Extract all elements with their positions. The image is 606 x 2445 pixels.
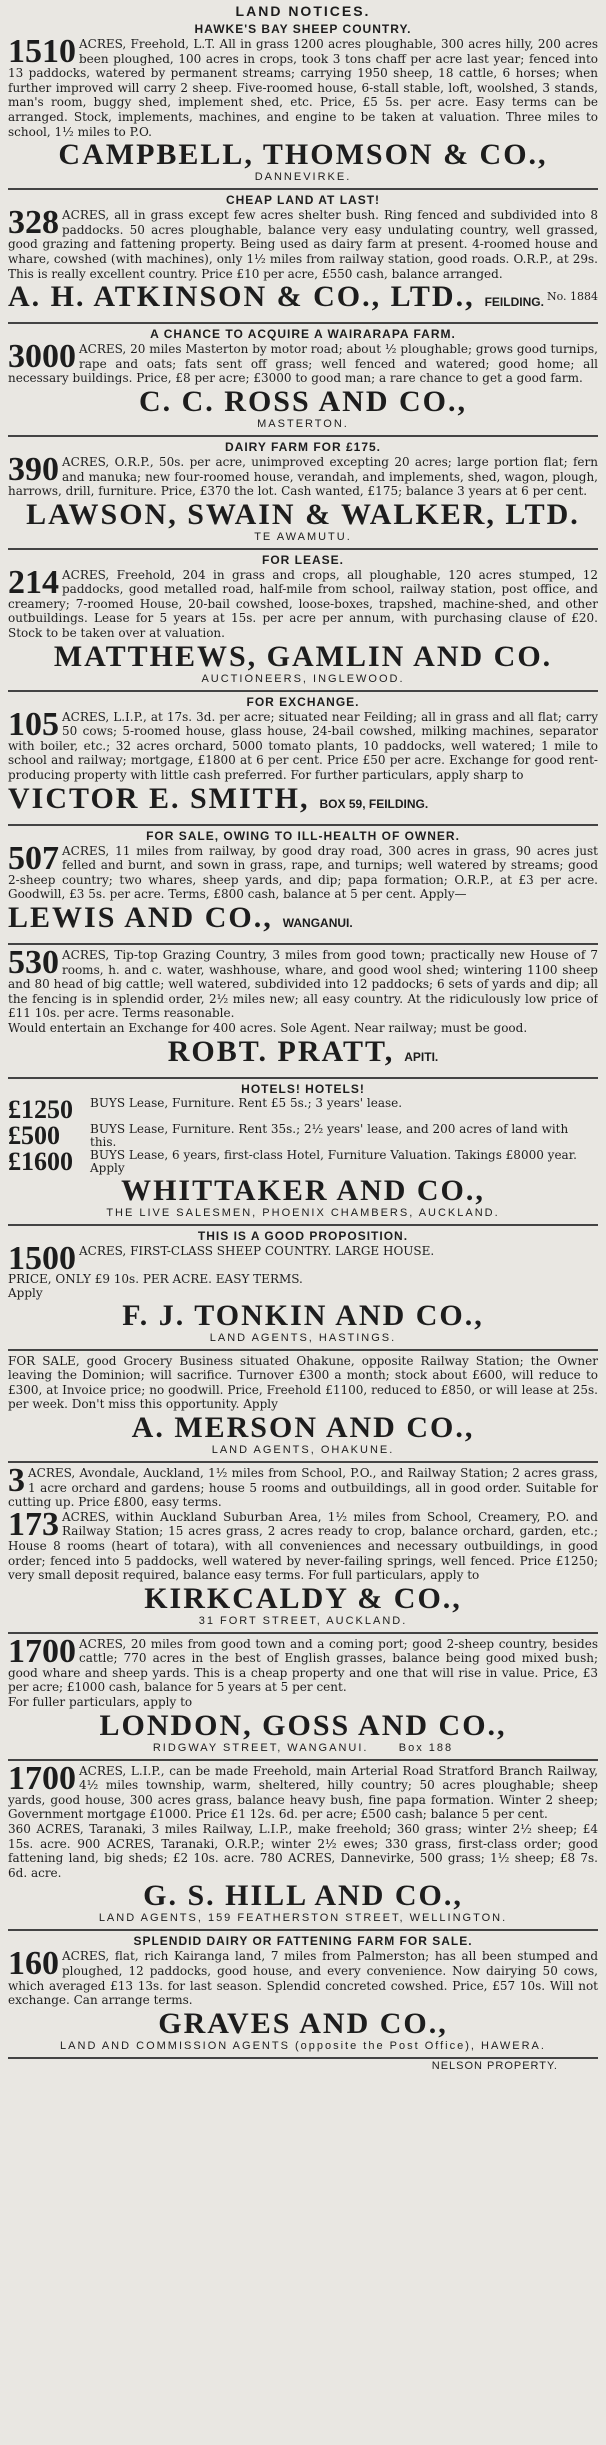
listing-text: ACRES, 20 miles from good town and a coming port; good 2-sheep country, besides cattle; 770 acres in the best of English grasses, balance being good mixed bush; good whare and sheep yards. This is a cheap property and one that will rise in value. Price, £3 per acre; £1000 cash, balance for 5 years at 5 per cent. (8, 1636, 598, 1695)
listing-body (8, 208, 598, 281)
hotel-offer (8, 1094, 598, 1124)
agent-location: BOX 59, FEILDING. (319, 796, 429, 811)
listing-hawkes-bay (8, 19, 598, 190)
listing-body (8, 568, 598, 641)
listing-text: FOR SALE, good Grocery Business situated Ohakune, opposite Railway Station; the Owner leaving the Dominion; will sacrifice. Turnover £300 a month; stock about £600, will reduce to £300, at Invoice price; no goodwill. Price, Freehold £1100, reduced to £850, or will lease at 25s. per week. Don't miss this opportunity. Apply (8, 1353, 598, 1412)
listing-ill-health (8, 826, 598, 945)
listing-body (8, 1244, 598, 1272)
listing-body (8, 1466, 598, 1510)
listing-heading: A CHANCE TO ACQUIRE A WAIRARAPA FARM. (150, 327, 456, 342)
listing-text: ACRES, Avondale, Auckland, 1½ miles from School, P.O., and Railway Station; 2 acres grass, 1 acre orchard and gardens; house 5 rooms and outbuildings, all in good order. Suitable for cutting up. Price £800, easy terms. (8, 1465, 598, 1510)
listing-body (8, 1637, 598, 1695)
hotel-text: BUYS Lease, Furniture. Rent 35s.; 2½ years' lease, and 200 acres of land with this. (90, 1121, 569, 1149)
listing-heading: THIS IS A GOOD PROPOSITION. (197, 1228, 409, 1243)
agent-location: 31 FORT STREET, AUCKLAND. (198, 1614, 408, 1627)
hotel-text: BUYS Lease, 6 years, first-class Hotel, Furniture Valuation. Takings £8000 year. Apply (90, 1147, 577, 1175)
acreage-number: 530 (8, 948, 59, 981)
acreage-number: 1500 (8, 1243, 76, 1272)
listing-splendid-dairy (8, 1931, 598, 2058)
listing-avondale (8, 1463, 598, 1634)
agent-location: FEILDING. (484, 295, 544, 310)
listing-body (8, 1510, 598, 1583)
hotel-offer (8, 1146, 598, 1176)
listing-grocery-business (8, 1351, 598, 1463)
agent-name: A. H. ATKINSON & CO., LTD., (8, 281, 475, 314)
listing-text: ACRES, L.I.P., can be made Freehold, main Arterial Road Stratford Branch Railway, 4½ miles township, warm, sheltered, hilly country; 50 acres ploughable; sheep yards, good house, 300 acres grass, balance heavy bush, fine papa formation. Winter 2 sheep; Government mortgage £1000. Price £1 12s. 6d. per acre; £500 cash; balance 5 per cent. (8, 1763, 598, 1822)
agent-line (8, 902, 598, 939)
acreage-number: 3000 (8, 342, 76, 376)
agent-location: MASTERTON. (257, 417, 349, 430)
agent-name: ROBT. PRATT, (167, 1035, 395, 1068)
agent-name: MATTHEWS, GAMLIN AND CO. (53, 640, 553, 673)
acreage-number: 390 (8, 454, 59, 488)
agent-name: C. C. ROSS AND CO., (138, 385, 468, 418)
listing-text-extra: 360 ACRES, Taranaki, 3 miles Railway, L.I.P., make freehold; 360 grass; winter 2½ sheep; £4 15s. acre. 900 ACRES, Taranaki, O.R.P.; winter 2½ ewes; 330 grass, first-class order; good fattening land, big sheds; £2 10s. acre. 780 ACRES, Dannevirke, 500 grass; 1½ sheep; £8 7s. 6d. acre. (8, 1822, 598, 1880)
agent-name: LEWIS AND CO., (8, 902, 273, 934)
listing-good-proposition (8, 1226, 598, 1351)
acreage-number: 3 (8, 1465, 25, 1499)
listing-heading: CHEAP LAND AT LAST! (225, 193, 381, 208)
listing-heading: HAWKE'S BAY SHEEP COUNTRY. (194, 22, 412, 36)
reference-number: No. 1884 (546, 290, 598, 304)
acreage-number: 105 (8, 709, 59, 743)
listing-body (8, 342, 598, 386)
listing-cheap-land (8, 190, 598, 324)
acreage-number: 173 (8, 1509, 59, 1543)
listing-coming-port (8, 1634, 598, 1761)
listing-for-exchange (8, 692, 598, 826)
acreage-number: 214 (8, 567, 59, 601)
listing-body (8, 1949, 598, 2007)
listing-text: ACRES, flat, rich Kairanga land, 7 miles from Palmerston; has all been stumped and ploughed, 12 paddocks, good house, and every convenience. Now dairying 50 cows, which averaged £13 13s. for last season. Splendid concreted cowshed. Price, £57 10s. Will not exchange. Can arrange terms. (8, 1949, 598, 2008)
listing-text: ACRES, 20 miles Masterton by motor road; about ½ ploughable; grows good turnips, rape and oats; fats sent off grass; well fenced and watered; good home; all necessary buildings. Price, £8 per acre; £3000 to good man; a rare chance to get a good farm. (8, 342, 598, 386)
agent-name: KIRKCALDY & CO., (144, 1582, 462, 1615)
agent-name: VICTOR E. SMITH, (8, 782, 310, 815)
agent-name: LONDON, GOSS AND CO., (99, 1709, 507, 1742)
hotel-price: £1250 (8, 1094, 73, 1124)
agent-line (8, 281, 598, 318)
agent-location: WANGANUI. (282, 916, 353, 930)
listing-text: ACRES, Freehold, 204 in grass and crops, all ploughable, 120 acres stumped, 12 paddocks, good metalled road, half-mile from school, railway station, post office, and creamery; 7-roomed House, 20-bail cowshed, loose-boxes, trapshed, machine-shed, and other outbuildings. Lease for 5 years at 15s. per acre per annum, with purchasing clause of £20. Stock to be taken over at valuation. (8, 567, 598, 641)
section-header: LAND NOTICES. (235, 3, 371, 19)
agent-line (8, 1036, 598, 1073)
acreage-number: 1700 (8, 1636, 76, 1670)
acreage-number: 328 (8, 208, 59, 242)
hotel-offer (8, 1120, 598, 1150)
listing-wairarapa (8, 324, 598, 437)
listing-text: ACRES, FIRST-CLASS SHEEP COUNTRY. LARGE HOUSE. (79, 1243, 435, 1258)
listing-apply: Apply (8, 1285, 43, 1300)
agent-location: LAND AND COMMISSION AGENTS (opposite the Post Office), HAWERA. (60, 2039, 546, 2052)
agent-name: GRAVES AND CO., (158, 2007, 448, 2040)
listing-text: ACRES, within Auckland Suburban Area, 1½ miles from School, Creamery, P.O. and Railway Station; 15 acres grass, 2 acres ready to crop, balance orchard, garden, etc.; House 8 rooms (heart of totara), with all conveniences and necessary outbuildings, in good order; fenced into 5 paddocks, well watered by never-failing springs, well fenced. Price £1250; very small deposit required, balance easy terms. For full particulars, apply to (8, 1509, 598, 1583)
agent-location: LAND AGENTS, OHAKUNE. (211, 1443, 395, 1456)
listing-text: ACRES, Freehold, L.T. All in grass 1200 acres ploughable, 300 acres hilly, 200 acres been ploughed, 100 acres in crops, took 3 tons chaff per acre last year; fenced into 13 paddocks, watered by permanent streams; carrying 1950 sheep, 18 cattle, 6 horses; when further improved will carry 2 sheep. Five-roomed house, 6-stall stable, loft, woolshed, 3 stands, man's room, buggy shed, implement shed, etc. Price, £5 5s. per acre. Easy terms can be arranged. Stock, implements, machines, and engine to be taken at valuation. Three miles to school, 1½ miles to P.O. (8, 37, 598, 139)
listing-text: ACRES, L.I.P., at 17s. 3d. per acre; situated near Feilding; all in grass and all flat; carry 50 cows; 5-roomed house, glass house, 24-bail cowshed, milking machines, separator with boiler, etc.; 32 acres orchard, 5000 tomato plants, 10 paddocks, well watered; 1 mile to school and railway; mortgage, £1800 at 6 per cent. Price £50 per acre. Exchange for good rent-producing property with little cash preferred. For further particulars, apply sharp to (8, 709, 598, 783)
listing-text-extra: For fuller particulars, apply to (8, 1695, 193, 1710)
listing-heading: DAIRY FARM FOR £175. (224, 439, 382, 454)
agent-line (8, 783, 598, 820)
acreage-number: 1700 (8, 1763, 76, 1797)
listing-heading: HOTELS! HOTELS! (241, 1081, 365, 1096)
listing-body (8, 455, 598, 499)
agent-location: DANNEVIRKE. (254, 171, 352, 184)
hotel-price: £500 (8, 1120, 60, 1150)
listing-text: ACRES, 11 miles from railway, by good dray road, 300 acres in grass, 90 acres just felled and burnt, and sown in grass, rape, and turnips; well watered by streams; good 2-sheep country; two whares, sheep yards, and dip; papa formation; O.R.P., at £3 per acre. Goodwill, £3 5s. per acre. Terms, £800 cash, balance at 5 per cent. Apply— (8, 843, 598, 902)
listing-stratford (8, 1761, 598, 1932)
listing-body (8, 948, 598, 1021)
listing-text-extra: Would entertain an Exchange for 400 acres. Sole Agent. Near railway; must be good. (8, 1020, 528, 1035)
listing-for-lease (8, 550, 598, 692)
agent-name: CAMPBELL, THOMSON & CO., (58, 139, 548, 172)
listing-grazing-country (8, 945, 598, 1079)
listing-body (8, 710, 598, 783)
agent-location: LAND AGENTS, 159 FEATHERSTON STREET, WELLINGTON. (98, 1912, 508, 1925)
listing-body (8, 1764, 598, 1822)
listing-text: ACRES, O.R.P., 50s. per acre, unimproved excepting 20 acres; large portion flat; fern and manuka; new four-roomed house, verandah, and implements, shed, wagon, plough, harrows, drill, furniture. Price, £370 the lot. Cash wanted, £175; balance 3 years at 6 per cent. (8, 454, 598, 499)
agent-name: WHITTAKER AND CO., (121, 1174, 485, 1207)
hotel-text: BUYS Lease, Furniture. Rent £5 5s.; 3 years' lease. (90, 1095, 403, 1110)
listing-dairy-farm (8, 437, 598, 550)
acreage-number: 160 (8, 1949, 59, 1983)
agent-name: A. MERSON AND CO., (131, 1411, 475, 1444)
agent-location: APITI. (404, 1049, 439, 1064)
listing-heading: FOR LEASE. (261, 552, 344, 567)
agent-location: LAND AGENTS, HASTINGS. (209, 1331, 397, 1344)
hotel-price: £1600 (8, 1146, 73, 1176)
agent-name: F. J. TONKIN AND CO., (122, 1299, 484, 1332)
agent-location (8, 1742, 598, 1755)
next-section-header: NELSON PROPERTY. (431, 2059, 558, 2072)
agent-location: TE AWAMUTU. (254, 530, 352, 543)
listing-heading: SPLENDID DAIRY OR FATTENING FARM FOR SALE. (133, 1934, 473, 1949)
acreage-number: 1510 (8, 37, 76, 70)
listing-heading: FOR SALE, OWING TO ILL-HEALTH OF OWNER. (146, 828, 460, 843)
agent-location: THE LIVE SALESMEN, PHOENIX CHAMBERS, AUCKLAND. (106, 1206, 500, 1219)
listing-body (8, 844, 598, 902)
listing-text: ACRES, Tip-top Grazing Country, 3 miles from good town; practically new House of 7 rooms, h. and c. water, washhouse, whare, and good wool shed; wintering 1100 sheep and 80 head of big cattle; well watered, subdivided into 12 paddocks; 6 sets of yards and dip; all the fencing is in splendid order, 2½ miles new; all easy country. At the ridiculously low price of £11 10s. per acre. Terms reasonable. (8, 948, 598, 1021)
listing-hotels (8, 1079, 598, 1226)
agent-name: G. S. HILL AND CO., (143, 1880, 463, 1913)
listing-text: ACRES, all in grass except few acres shelter bush. Ring fenced and subdivided into 8 paddocks. 50 acres ploughable, balance very easy undulating country, well grassed, good grazing and fattening property. Being used as dairy farm at present. 4-roomed house and whare, cowshed (with machines), only 1½ miles from railway station, good roads. O.R.P., at 29s. This is really excellent country. Price £10 per acre, £550 cash, balance arranged. (8, 208, 598, 281)
agent-location: AUCTIONEERS, INGLEWOOD. (201, 672, 405, 685)
agent-address: RIDGWAY STREET, WANGANUI. (152, 1741, 369, 1754)
agent-name: LAWSON, SWAIN & WALKER, LTD. (26, 498, 580, 531)
acreage-number: 507 (8, 843, 59, 877)
listing-heading: FOR EXCHANGE. (246, 694, 360, 709)
listing-body (8, 37, 598, 139)
box-number: Box 188 (398, 1741, 454, 1754)
listing-price-terms: PRICE, ONLY £9 10s. PER ACRE. EASY TERMS. (8, 1271, 303, 1286)
